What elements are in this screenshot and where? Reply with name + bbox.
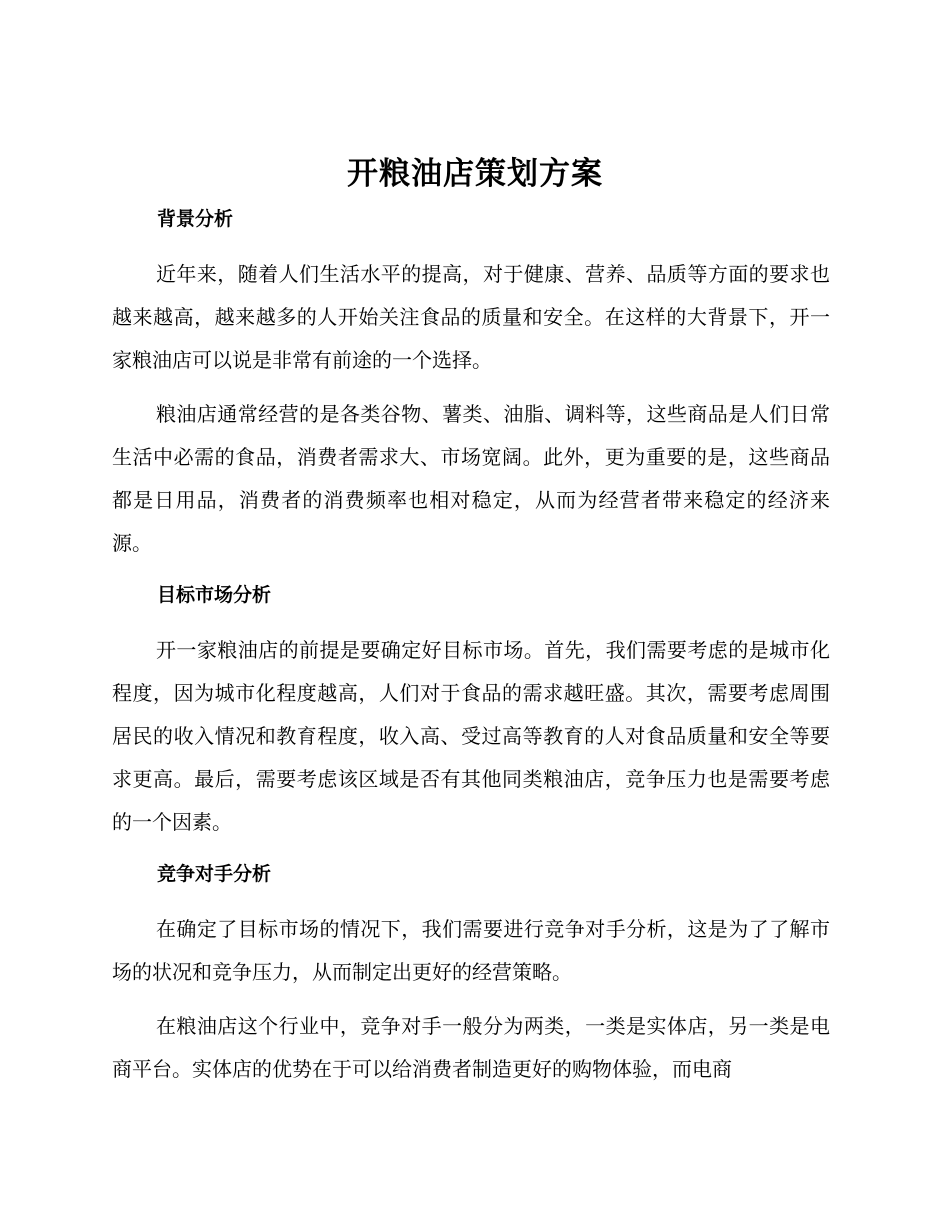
paragraph-competitors-2: 在粮油店这个行业中，竞争对手一般分为两类，一类是实体店，另一类是电商平台。实体店的优势在于可以给消费者制造更好的购物体验，而电商 xyxy=(112,1014,830,1081)
section-heading-competitors: 竞争对手分析 xyxy=(157,863,272,885)
section-heading-target-market: 目标市场分析 xyxy=(157,584,272,606)
paragraph-background-1: 近年来，随着人们生活水平的提高，对于健康、营养、品质等方面的要求也越来越高，越来越多的人开始关注食品的质量和安全。在这样的大背景下，开一家粮油店可以说是非常有前途的一个选择。 xyxy=(112,262,830,372)
document-title: 开粮油店策划方案 xyxy=(347,156,603,192)
paragraph-competitors-1: 在确定了目标市场的情况下，我们需要进行竞争对手分析，这是为了了解市场的状况和竞争压力，从而制定出更好的经营策略。 xyxy=(112,917,830,984)
section-heading-background: 背景分析 xyxy=(157,208,234,230)
paragraph-background-2: 粮油店通常经营的是各类谷物、薯类、油脂、调料等，这些商品是人们日常生活中必需的食品，消费者需求大、市场宽阔。此外，更为重要的是，这些商品都是日用品，消费者的消费频率也相对稳定，从而为经营者带来稳定的经济来源。 xyxy=(112,402,830,555)
paragraph-target-market-1: 开一家粮油店的前提是要确定好目标市场。首先，我们需要考虑的是城市化程度，因为城市化程度越高，人们对于食品的需求越旺盛。其次，需要考虑周围居民的收入情况和教育程度，收入高、受过高等教育的人对食品质量和安全等要求更高。最后，需要考虑该区域是否有其他同类粮油店，竞争压力也是需要考虑的一个因素。 xyxy=(112,638,830,834)
